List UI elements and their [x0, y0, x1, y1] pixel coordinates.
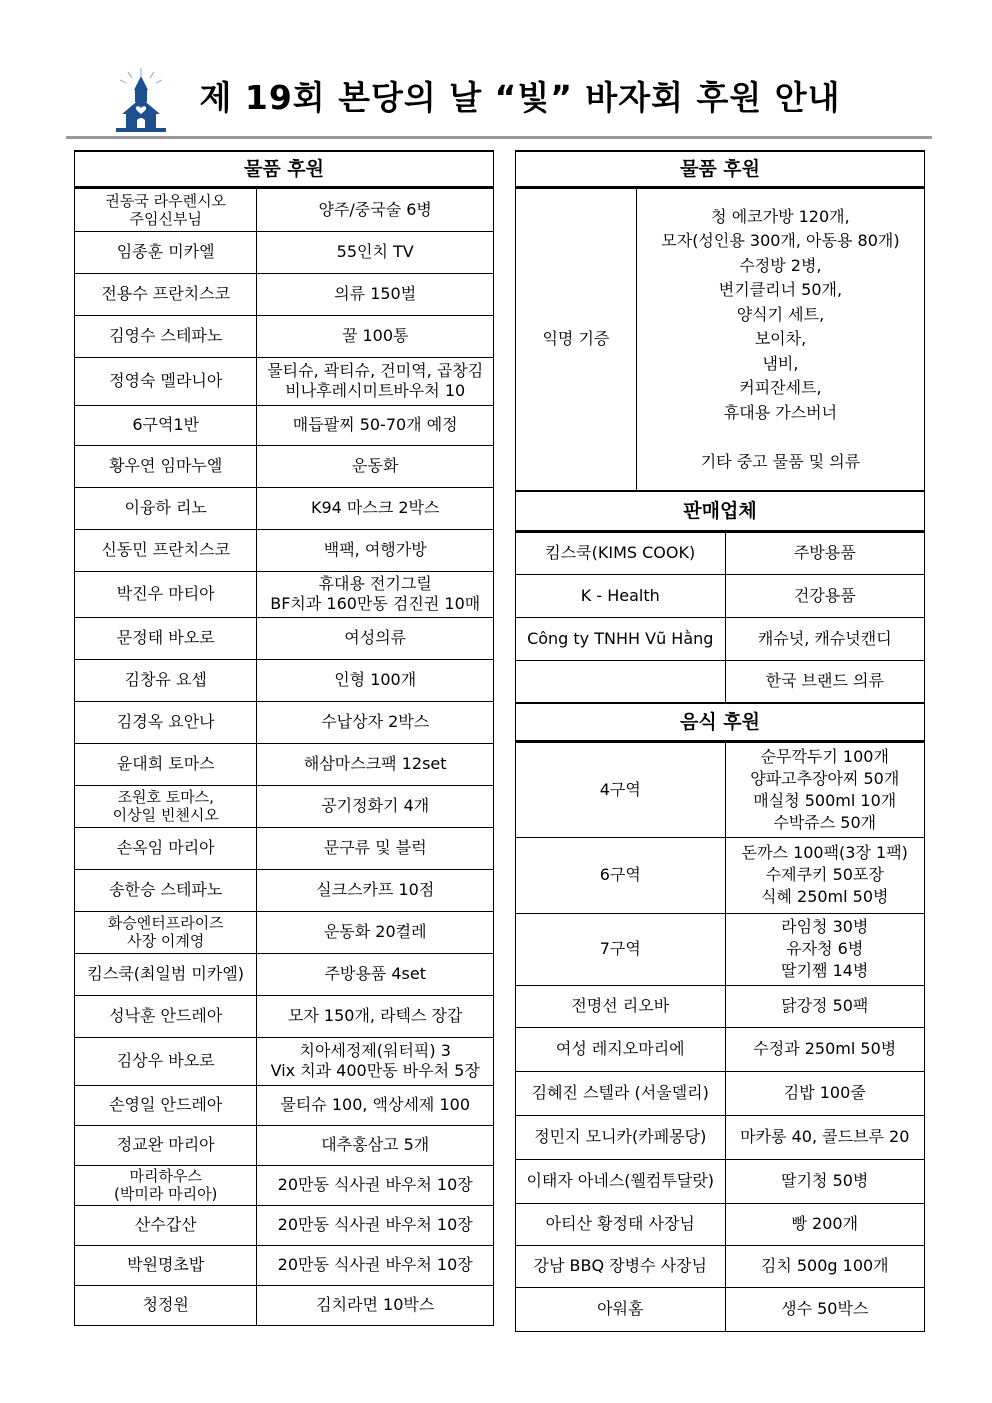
goods-section-header: 물품 후원 [516, 151, 925, 187]
table-row [75, 911, 494, 953]
donor-name: 조원호 토마스, 이상일 빈첸시오 [75, 785, 257, 827]
food-item: 돈까스 100팩(3장 1팩) 수제쿠키 50포장 식혜 250ml 50병 [725, 837, 924, 913]
food-donor: 강남 BBQ 장병수 사장님 [516, 1245, 726, 1287]
table-row [75, 1285, 494, 1325]
donor-name: 산수갑산 [75, 1205, 257, 1245]
table-row [75, 571, 494, 617]
donor-name: 박진우 마티아 [75, 571, 257, 617]
donor-name: 화승엔터프라이즈 사장 이계영 [75, 911, 257, 953]
donated-item: 문구류 및 블럭 [257, 827, 494, 869]
food-item: 닭강정 50팩 [725, 985, 924, 1027]
food-donor: 4구역 [516, 741, 726, 837]
table-row [516, 837, 925, 913]
donated-item: 운동화 [257, 445, 494, 487]
anonymous-donor: 익명 기증 [516, 187, 637, 491]
donated-item: 운동화 20켤레 [257, 911, 494, 953]
donor-name: 권동국 라우렌시오 주임신부님 [75, 187, 257, 231]
table-row [75, 785, 494, 827]
vendor-section-header: 판매업체 [516, 491, 925, 531]
donated-item: 55인치 TV [257, 231, 494, 273]
vendor-item: 건강용품 [725, 574, 924, 617]
table-row [75, 273, 494, 315]
food-item: 라임청 30병 유자청 6병 딸기쨈 14병 [725, 913, 924, 985]
table-row [516, 1203, 925, 1245]
donor-name: 김경옥 요안나 [75, 701, 257, 743]
table-row [75, 315, 494, 357]
table-row [516, 1115, 925, 1159]
food-item: 김치 500g 100개 [725, 1245, 924, 1287]
vendor-item: 주방용품 [725, 531, 924, 574]
food-donor: 전명선 리오바 [516, 985, 726, 1027]
table-row [516, 741, 925, 837]
donated-item: 물티슈 100, 액상세제 100 [257, 1085, 494, 1125]
donated-item: 여성의류 [257, 617, 494, 659]
table-row [516, 574, 925, 617]
table-row [75, 445, 494, 487]
table-row [516, 1287, 925, 1331]
food-item: 순무깍두기 100개 양파고추장아찌 50개 매실청 500ml 10개 수박쥬스 50개 [725, 741, 924, 837]
table-row [75, 231, 494, 273]
table-row [75, 187, 494, 231]
table-row [75, 405, 494, 445]
table-row [75, 1165, 494, 1205]
table-row [516, 617, 925, 660]
table-row [516, 1245, 925, 1287]
donated-item: 주방용품 4set [257, 953, 494, 995]
food-item: 수정과 250ml 50병 [725, 1027, 924, 1071]
table-row [75, 869, 494, 911]
donated-item: 김치라면 10박스 [257, 1285, 494, 1325]
table-row [516, 660, 925, 703]
right-donation-table [515, 150, 925, 1332]
vendor-name: Công ty TNHH Vũ Hằng [516, 617, 726, 660]
donated-item: 매듭팔찌 50-70개 예정 [257, 405, 494, 445]
table-row [75, 1085, 494, 1125]
donor-name: 손영일 안드레아 [75, 1085, 257, 1125]
donor-name: 송한승 스테파노 [75, 869, 257, 911]
food-donor: 6구역 [516, 837, 726, 913]
table-row [75, 701, 494, 743]
food-section-header: 음식 후원 [516, 703, 925, 741]
donor-name: 마리하우스 (박미라 마리아) [75, 1165, 257, 1205]
donor-name: 김창유 요셉 [75, 659, 257, 701]
donor-name: 문정태 바오로 [75, 617, 257, 659]
food-donor: 이태자 아네스(웰컴투달랏) [516, 1159, 726, 1203]
table-row [516, 913, 925, 985]
donor-name: 6구역1반 [75, 405, 257, 445]
table-row [516, 1159, 925, 1203]
table-row [516, 1027, 925, 1071]
donor-name: 박원명초밥 [75, 1245, 257, 1285]
donated-item: K94 마스크 2박스 [257, 487, 494, 529]
table-row [75, 743, 494, 785]
donor-name: 정교완 마리아 [75, 1125, 257, 1165]
food-donor: 정민지 모니카(카페몽당) [516, 1115, 726, 1159]
food-donor: 김혜진 스텔라 (서울델리) [516, 1071, 726, 1115]
vendor-name: K - Health [516, 574, 726, 617]
donated-item: 인형 100개 [257, 659, 494, 701]
donor-name: 청정원 [75, 1285, 257, 1325]
donor-name: 성낙훈 안드레아 [75, 995, 257, 1037]
donor-name: 임종훈 미카엘 [75, 231, 257, 273]
donated-item: 백팩, 여행가방 [257, 529, 494, 571]
title-divider [66, 136, 932, 139]
table-row [75, 827, 494, 869]
donor-name: 손옥임 마리아 [75, 827, 257, 869]
donated-item: 실크스카프 10점 [257, 869, 494, 911]
donated-item: 대추홍삼고 5개 [257, 1125, 494, 1165]
table-row [516, 531, 925, 574]
food-donor: 7구역 [516, 913, 726, 985]
table-row [516, 985, 925, 1027]
donor-name: 이융하 리노 [75, 487, 257, 529]
food-donor: 여성 레지오마리에 [516, 1027, 726, 1071]
donor-name: 김상우 바오로 [75, 1037, 257, 1085]
table-row [75, 1037, 494, 1085]
table-row [75, 1205, 494, 1245]
donated-item: 해삼마스크팩 12set [257, 743, 494, 785]
donor-name: 윤대희 토마스 [75, 743, 257, 785]
table-row [75, 995, 494, 1037]
donor-name: 신동민 프란치스코 [75, 529, 257, 571]
donated-item: 휴대용 전기그릴 BF치과 160만동 검진권 10매 [257, 571, 494, 617]
food-item: 김밥 100줄 [725, 1071, 924, 1115]
vendor-name [516, 660, 726, 703]
table-row [75, 617, 494, 659]
vendor-item: 한국 브랜드 의류 [725, 660, 924, 703]
church-logo-icon [108, 66, 174, 136]
page-title: 제 19회 본당의 날 “빛” 바자회 후원 안내 [199, 78, 841, 117]
donated-item: 20만동 식사권 바우처 10장 [257, 1205, 494, 1245]
donated-item: 양주/중국술 6병 [257, 187, 494, 231]
donor-name: 킴스쿡(최일범 미카엘) [75, 953, 257, 995]
food-donor: 아티산 황정태 사장님 [516, 1203, 726, 1245]
table-row [75, 953, 494, 995]
table-row [75, 529, 494, 571]
table-row [75, 487, 494, 529]
anonymous-items: 청 에코가방 120개, 모자(성인용 300개, 아동용 80개) 수정방 2병, 변기클리너 50개, 양식기 세트, 보이차, 냄비, 커피잔세트, 휴대용 가스버너 기타 중고 물품 및 의류 [636, 187, 924, 491]
goods-donation-table [74, 150, 494, 1326]
food-item: 딸기청 50병 [725, 1159, 924, 1203]
food-item: 마카롱 40, 콜드브루 20 [725, 1115, 924, 1159]
food-item: 생수 50박스 [725, 1287, 924, 1331]
food-donor: 아워홈 [516, 1287, 726, 1331]
table-row [75, 1125, 494, 1165]
donor-name: 전용수 프란치스코 [75, 273, 257, 315]
food-item: 빵 200개 [725, 1203, 924, 1245]
table-row [516, 1071, 925, 1115]
table-header: 물품 후원 [75, 151, 494, 187]
donated-item: 의류 150벌 [257, 273, 494, 315]
vendor-item: 캐슈넛, 캐슈넛캔디 [725, 617, 924, 660]
table-row [75, 357, 494, 405]
donated-item: 수납상자 2박스 [257, 701, 494, 743]
donated-item: 치아세정제(워터픽) 3 Vix 치과 400만동 바우처 5장 [257, 1037, 494, 1085]
donor-name: 황우연 임마누엘 [75, 445, 257, 487]
donated-item: 꿀 100통 [257, 315, 494, 357]
donated-item: 20만동 식사권 바우처 10장 [257, 1165, 494, 1205]
table-row [75, 1245, 494, 1285]
donated-item: 모자 150개, 라텍스 장갑 [257, 995, 494, 1037]
donated-item: 20만동 식사권 바우처 10장 [257, 1245, 494, 1285]
donor-name: 김영수 스테파노 [75, 315, 257, 357]
vendor-name: 킴스쿡(KIMS COOK) [516, 531, 726, 574]
donor-name: 정영숙 멜라니아 [75, 357, 257, 405]
table-row [75, 659, 494, 701]
donated-item: 공기정화기 4개 [257, 785, 494, 827]
donated-item: 물티슈, 곽티슈, 건미역, 곱창김 비나후레시미트바우처 10 [257, 357, 494, 405]
